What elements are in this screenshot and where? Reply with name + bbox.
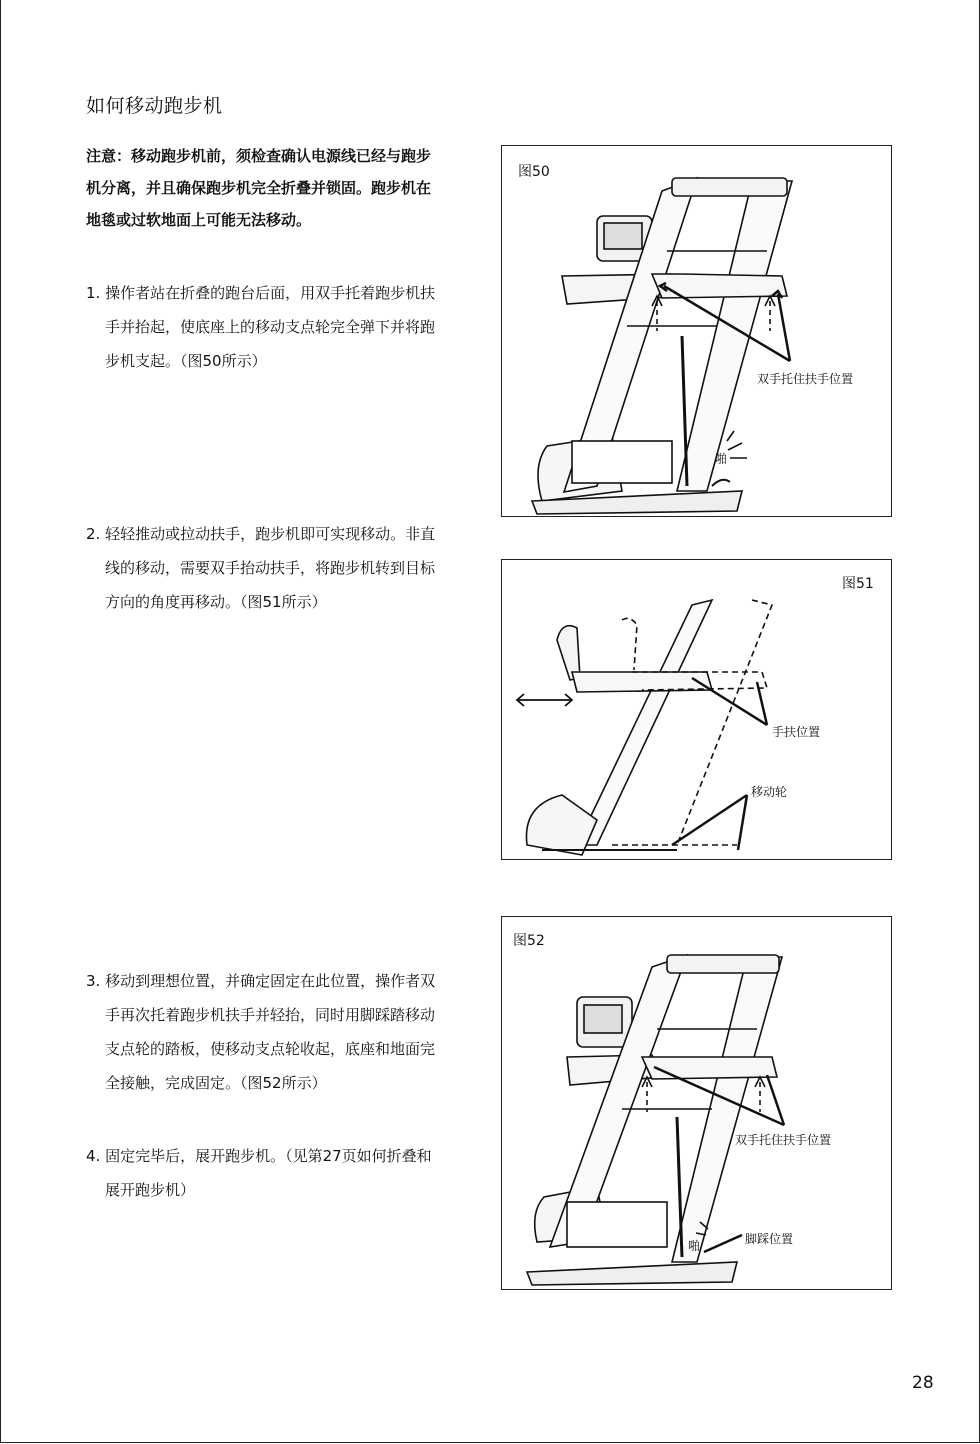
step-3-line: 支点轮的踏板，使移动支点轮收起，底座和地面完 bbox=[105, 1040, 436, 1058]
figure-label: 图50 bbox=[518, 164, 550, 180]
figure-label: 图51 bbox=[842, 576, 874, 592]
figure-50 bbox=[501, 145, 892, 517]
treadmill-moving-illustration bbox=[502, 560, 891, 859]
figure-52 bbox=[501, 916, 892, 1290]
note-line: 注意：移动跑步机前，须检查确认电源线已经与跑步 bbox=[86, 147, 432, 165]
step-2 bbox=[86, 517, 435, 619]
step-4 bbox=[86, 1139, 432, 1207]
page-title: 如何移动跑步机 bbox=[86, 95, 223, 117]
step-1 bbox=[86, 276, 435, 378]
callout-sound: 啪 bbox=[688, 1239, 701, 1253]
step-2-line: 2. 轻轻推动或拉动扶手，跑步机即可实现移动。非直 bbox=[86, 525, 436, 543]
step-4-line: 展开跑步机） bbox=[105, 1181, 196, 1199]
step-2-line: 方向的角度再移动。（图51所示） bbox=[105, 593, 327, 611]
note-line: 地毯或过软地面上可能无法移动。 bbox=[86, 211, 312, 229]
note-line: 机分离，并且确保跑步机完全折叠并锁固。跑步机在 bbox=[86, 179, 432, 197]
step-3-line: 手再次托着跑步机扶手并轻抬，同时用脚踩踏移动 bbox=[105, 1006, 436, 1024]
callout-sound: 啪 bbox=[715, 452, 728, 466]
page-number: 28 bbox=[912, 1373, 934, 1393]
figure-label: 图52 bbox=[513, 933, 545, 949]
step-3-line: 3. 移动到理想位置，并确定固定在此位置，操作者双 bbox=[86, 972, 436, 990]
callout-handle-position: 手扶位置 bbox=[772, 725, 821, 739]
step-4-line: 4. 固定完毕后，展开跑步机。（见第27页如何折叠和 bbox=[86, 1147, 432, 1165]
callout-hands-position: 双手托住扶手位置 bbox=[757, 372, 854, 386]
step-1-line: 步机支起。（图50所示） bbox=[105, 352, 267, 370]
step-3-line: 全接触，完成固定。（图52所示） bbox=[105, 1074, 327, 1092]
callout-wheel: 移动轮 bbox=[751, 785, 788, 799]
figure-51 bbox=[501, 559, 892, 860]
step-1-line: 手并抬起，使底座上的移动支点轮完全弹下并将跑 bbox=[105, 318, 436, 336]
callout-foot-position: 脚踩位置 bbox=[745, 1232, 794, 1246]
step-2-line: 线的移动，需要双手抬动扶手，将跑步机转到目标 bbox=[105, 559, 436, 577]
treadmill-fixing-illustration bbox=[502, 917, 891, 1289]
step-3 bbox=[86, 964, 435, 1100]
treadmill-folded-illustration bbox=[502, 146, 891, 516]
step-1-line: 1. 操作者站在折叠的跑台后面，用双手托着跑步机扶 bbox=[86, 284, 436, 302]
callout-hands-position: 双手托住扶手位置 bbox=[735, 1133, 832, 1147]
caution-note bbox=[86, 140, 476, 236]
